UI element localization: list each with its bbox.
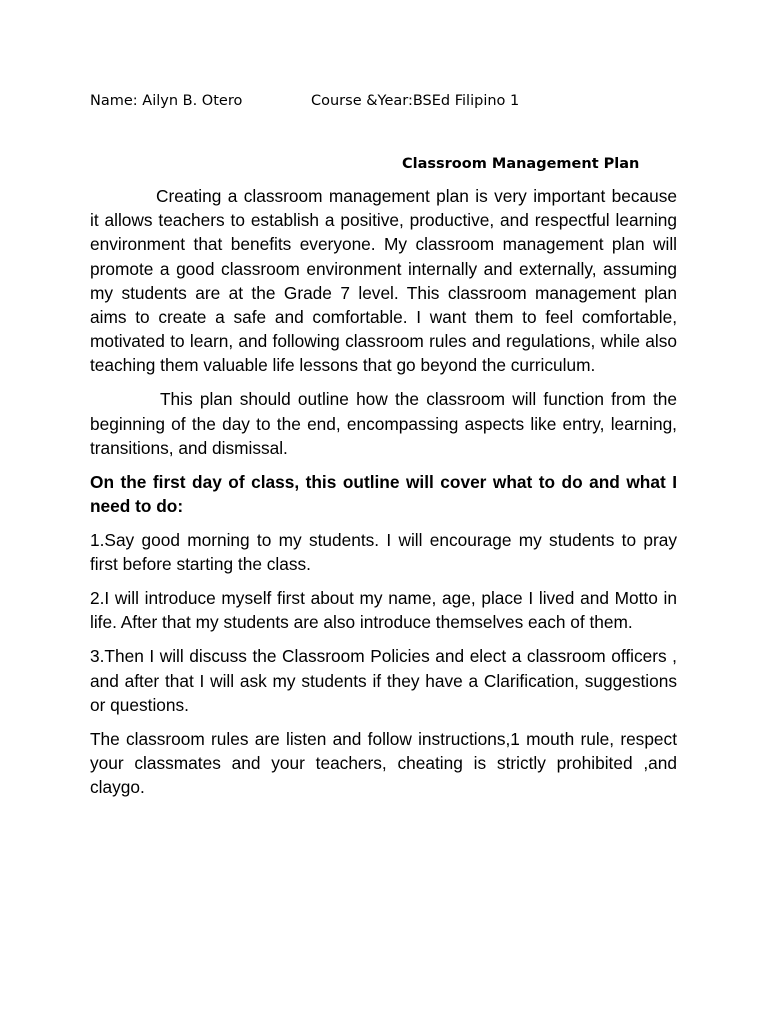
intro-paragraph: Creating a classroom management plan is very important because it allows teachers to establish a positive, productive, and respectful learning environment that benefits everyone. My classroom management plan will promote a good classroom environment internally and externally, assuming my students are at the Grade 7 level. This classroom management plan aims to create a safe and comfortable. I want them to feel comfortable, motivated to learn, and following classroom rules and regulations, while also teaching them valuable life lessons that go beyond the curriculum. bbox=[90, 186, 677, 376]
classroom-rules-paragraph: The classroom rules are listen and follow instructions,1 mouth rule, respect your classmates and your teachers, cheating is strictly prohibited ,and claygo. bbox=[90, 728, 677, 798]
student-info-header bbox=[90, 92, 690, 110]
document-body bbox=[90, 184, 677, 809]
student-name: Name: Ailyn B. Otero bbox=[90, 93, 243, 109]
first-day-heading: On the first day of class, this outline will cover what to do and what I need to do: bbox=[90, 471, 677, 517]
document-title: Classroom Management Plan bbox=[402, 156, 640, 172]
list-item-2: 2.I will introduce myself first about my name, age, place I lived and Motto in life. After that my students are also introduce themselves each of them. bbox=[90, 588, 677, 633]
list-item-1: 1.Say good morning to my students. I will encourage my students to pray first before starting the class. bbox=[90, 530, 677, 575]
course-year: Course &Year:BSEd Filipino 1 bbox=[311, 93, 520, 109]
outline-paragraph: This plan should outline how the classroom will function from the beginning of the day to the end, encompassing aspects like entry, learning, transitions, and dismissal. bbox=[90, 389, 677, 458]
list-item-3: 3.Then I will discuss the Classroom Policies and elect a classroom officers , and after that I will ask my students if they have a Clarification, suggestions or questions. bbox=[90, 646, 677, 715]
